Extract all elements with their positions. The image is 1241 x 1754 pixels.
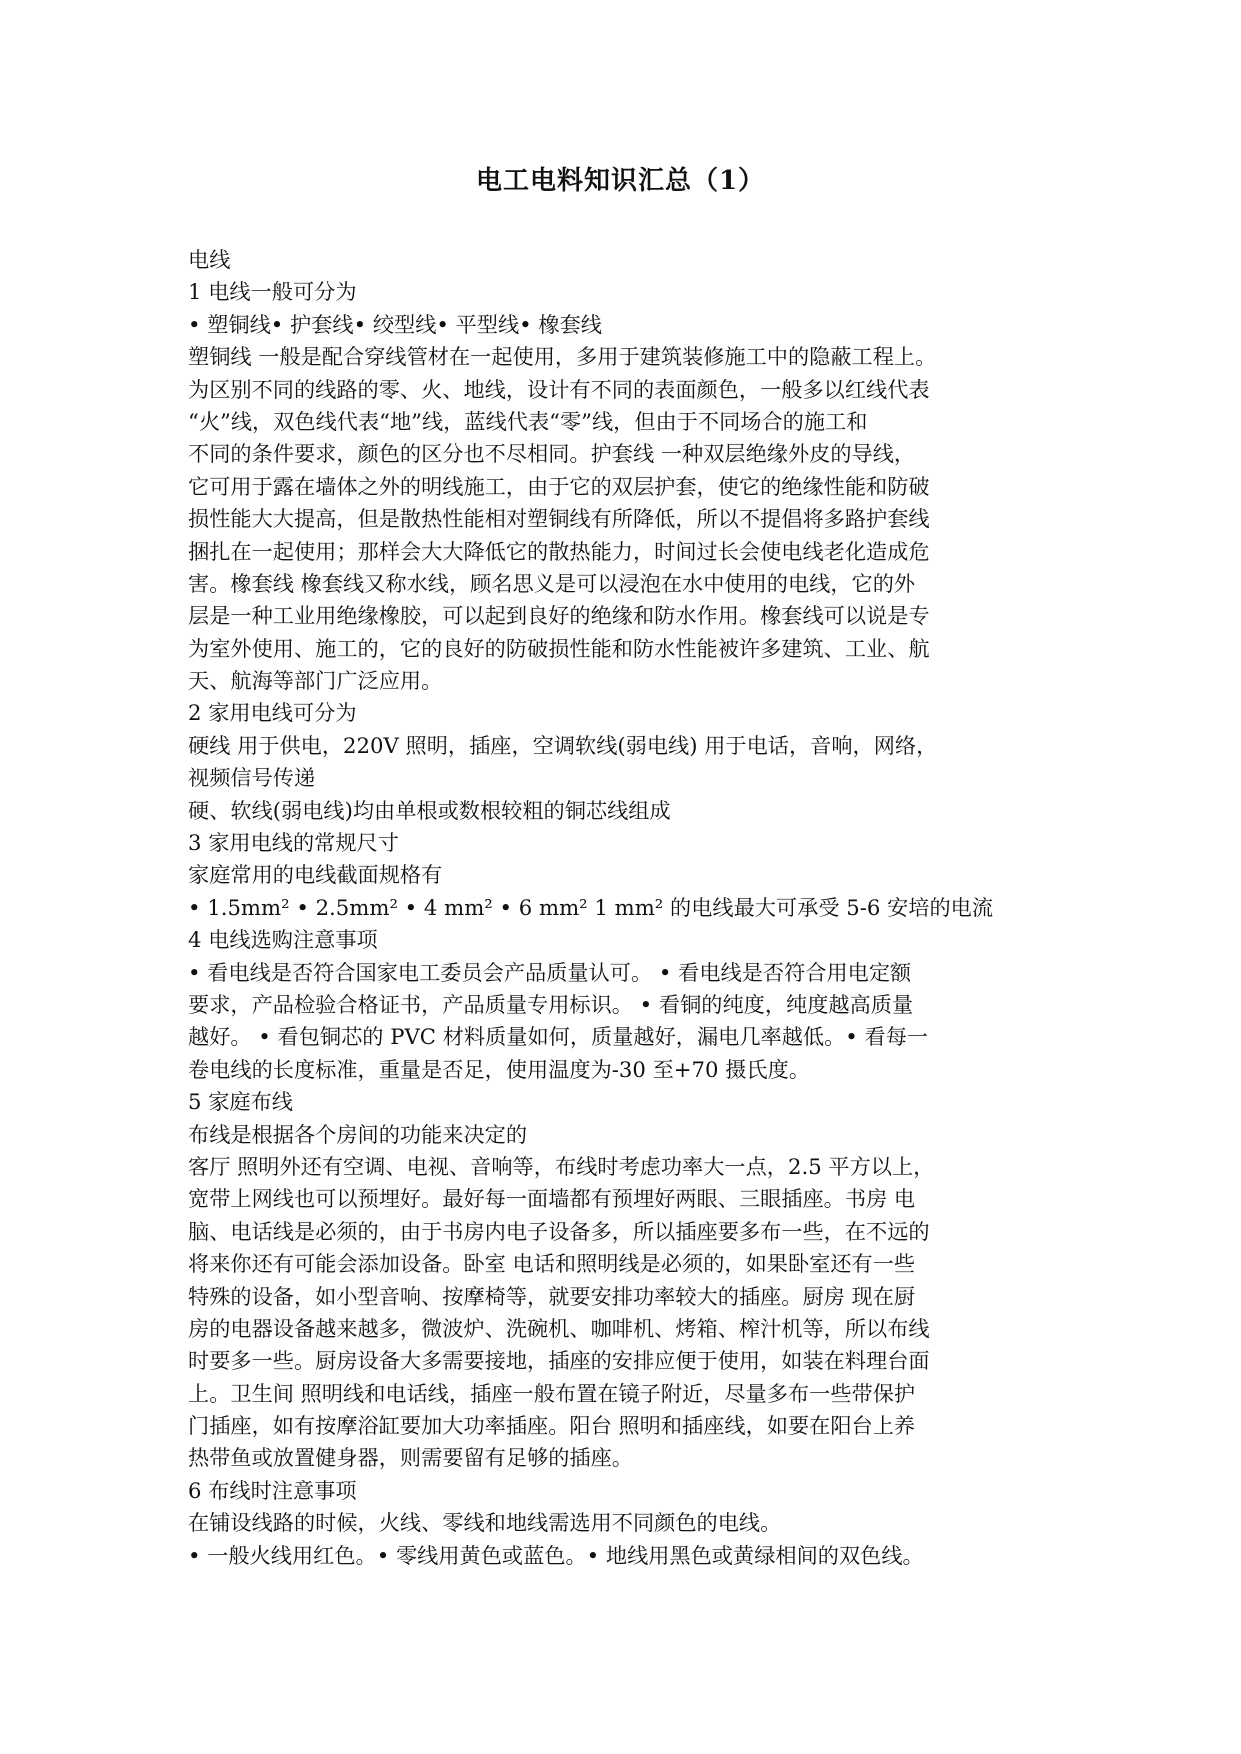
text-line: 2 家用电线可分为	[188, 700, 357, 726]
text-line: 布线是根据各个房间的功能来决定的	[188, 1121, 528, 1147]
text-line: “火”线，双色线代表“地”线，蓝线代表“零”线，但由于不同场合的施工和	[188, 408, 868, 434]
text-line: 为室外使用、施工的，它的良好的防破损性能和防水性能被许多建筑、工业、航	[188, 635, 930, 661]
document-body	[188, 244, 1068, 1572]
text-line: 客厅 照明外还有空调、电视、音响等，布线时考虑功率大一点，2.5 平方以上，	[188, 1153, 935, 1179]
text-line: 为区别不同的线路的零、火、地线，设计有不同的表面颜色，一般多以红线代表	[188, 376, 930, 402]
text-line: 房的电器设备越来越多，微波炉、洗碗机、咖啡机、烤箱、榨汁机等，所以布线	[188, 1315, 930, 1341]
text-line: 时要多一些。厨房设备大多需要接地，插座的安排应便于使用，如装在料理台面	[188, 1348, 930, 1374]
text-line: 天、航海等部门广泛应用。	[188, 668, 443, 694]
text-line: 它可用于露在墙体之外的明线施工，由于它的双层护套，使它的绝缘性能和防破	[188, 473, 930, 499]
text-line: • 看电线是否符合国家电工委员会产品质量认可。 • 看电线是否符合用电定额	[188, 959, 912, 985]
text-line: 不同的条件要求，颜色的区分也不尽相同。护套线 一种双层绝缘外皮的导线，	[188, 441, 916, 467]
text-line: 热带鱼或放置健身器，则需要留有足够的插座。	[188, 1445, 633, 1471]
text-line: 硬、软线(弱电线)均由单根或数根较粗的铜芯线组成	[188, 797, 671, 823]
text-line: 捆扎在一起使用；那样会大大降低它的散热能力，时间过长会使电线老化造成危	[188, 538, 930, 564]
text-line: • 塑铜线• 护套线• 绞型线• 平型线• 橡套线	[188, 311, 602, 337]
text-line: 电线	[188, 247, 231, 272]
text-line: 3 家用电线的常规尺寸	[188, 830, 399, 856]
text-line: • 一般火线用红色。• 零线用黄色或蓝色。• 地线用黑色或黄绿相间的双色线。	[188, 1542, 924, 1568]
text-line: 上。卫生间 照明线和电话线，插座一般布置在镜子附近，尽量多布一些带保护	[188, 1380, 916, 1406]
text-line: 特殊的设备，如小型音响、按摩椅等，就要安排功率较大的插座。厨房 现在厨	[188, 1283, 916, 1309]
text-line: 5 家庭布线	[188, 1089, 293, 1115]
text-line: 塑铜线 一般是配合穿线管材在一起使用，多用于建筑装修施工中的隐蔽工程上。	[188, 344, 937, 370]
text-line: 门插座，如有按摩浴缸要加大功率插座。阳台 照明和插座线，如要在阳台上养	[188, 1413, 916, 1439]
text-line: 视频信号传递	[188, 765, 316, 791]
text-line: 宽带上网线也可以预埋好。最好每一面墙都有预埋好两眼、三眼插座。书房 电	[188, 1186, 916, 1212]
text-line: 害。橡套线 橡套线又称水线，顾名思义是可以浸泡在水中使用的电线，它的外	[188, 570, 916, 596]
text-line: 卷电线的长度标准，重量是否足，使用温度为-30 至+70 摄氏度。	[188, 1056, 810, 1082]
text-line: 层是一种工业用绝缘橡胶，可以起到良好的绝缘和防水作用。橡套线可以说是专	[188, 603, 930, 629]
text-line: 将来你还有可能会添加设备。卧室 电话和照明线是必须的，如果卧室还有一些	[188, 1251, 916, 1277]
text-line: 要求，产品检验合格证书，产品质量专用标识。 • 看铜的纯度，纯度越高质量	[188, 991, 914, 1017]
text-line: 4 电线选购注意事项	[188, 927, 378, 953]
text-line: 1 电线一般可分为	[188, 279, 357, 305]
text-line: 硬线 用于供电，220V 照明，插座，空调软线(弱电线) 用于电话，音响，网络，	[188, 732, 938, 758]
text-line: 越好。 • 看包铜芯的 PVC 材料质量如何，质量越好，漏电几率越低。• 看每一	[188, 1024, 929, 1050]
document-title: 电工电料知识汇总（1）	[475, 166, 766, 196]
text-line: 6 布线时注意事项	[188, 1477, 357, 1503]
text-line: 脑、电话线是必须的，由于书房内电子设备多，所以插座要多布一些，在不远的	[188, 1218, 930, 1244]
text-line: 在铺设线路的时候，火线、零线和地线需选用不同颜色的电线。	[188, 1510, 782, 1536]
text-line: 损性能大大提高，但是散热性能相对塑铜线有所降低，所以不提倡将多路护套线	[188, 506, 930, 532]
text-line: 家庭常用的电线截面规格有	[188, 862, 443, 888]
text-line: • 1.5mm² • 2.5mm² • 4 mm² • 6 mm² 1 mm² 的电线最大可承受 5-6 安培的电流	[188, 894, 994, 920]
